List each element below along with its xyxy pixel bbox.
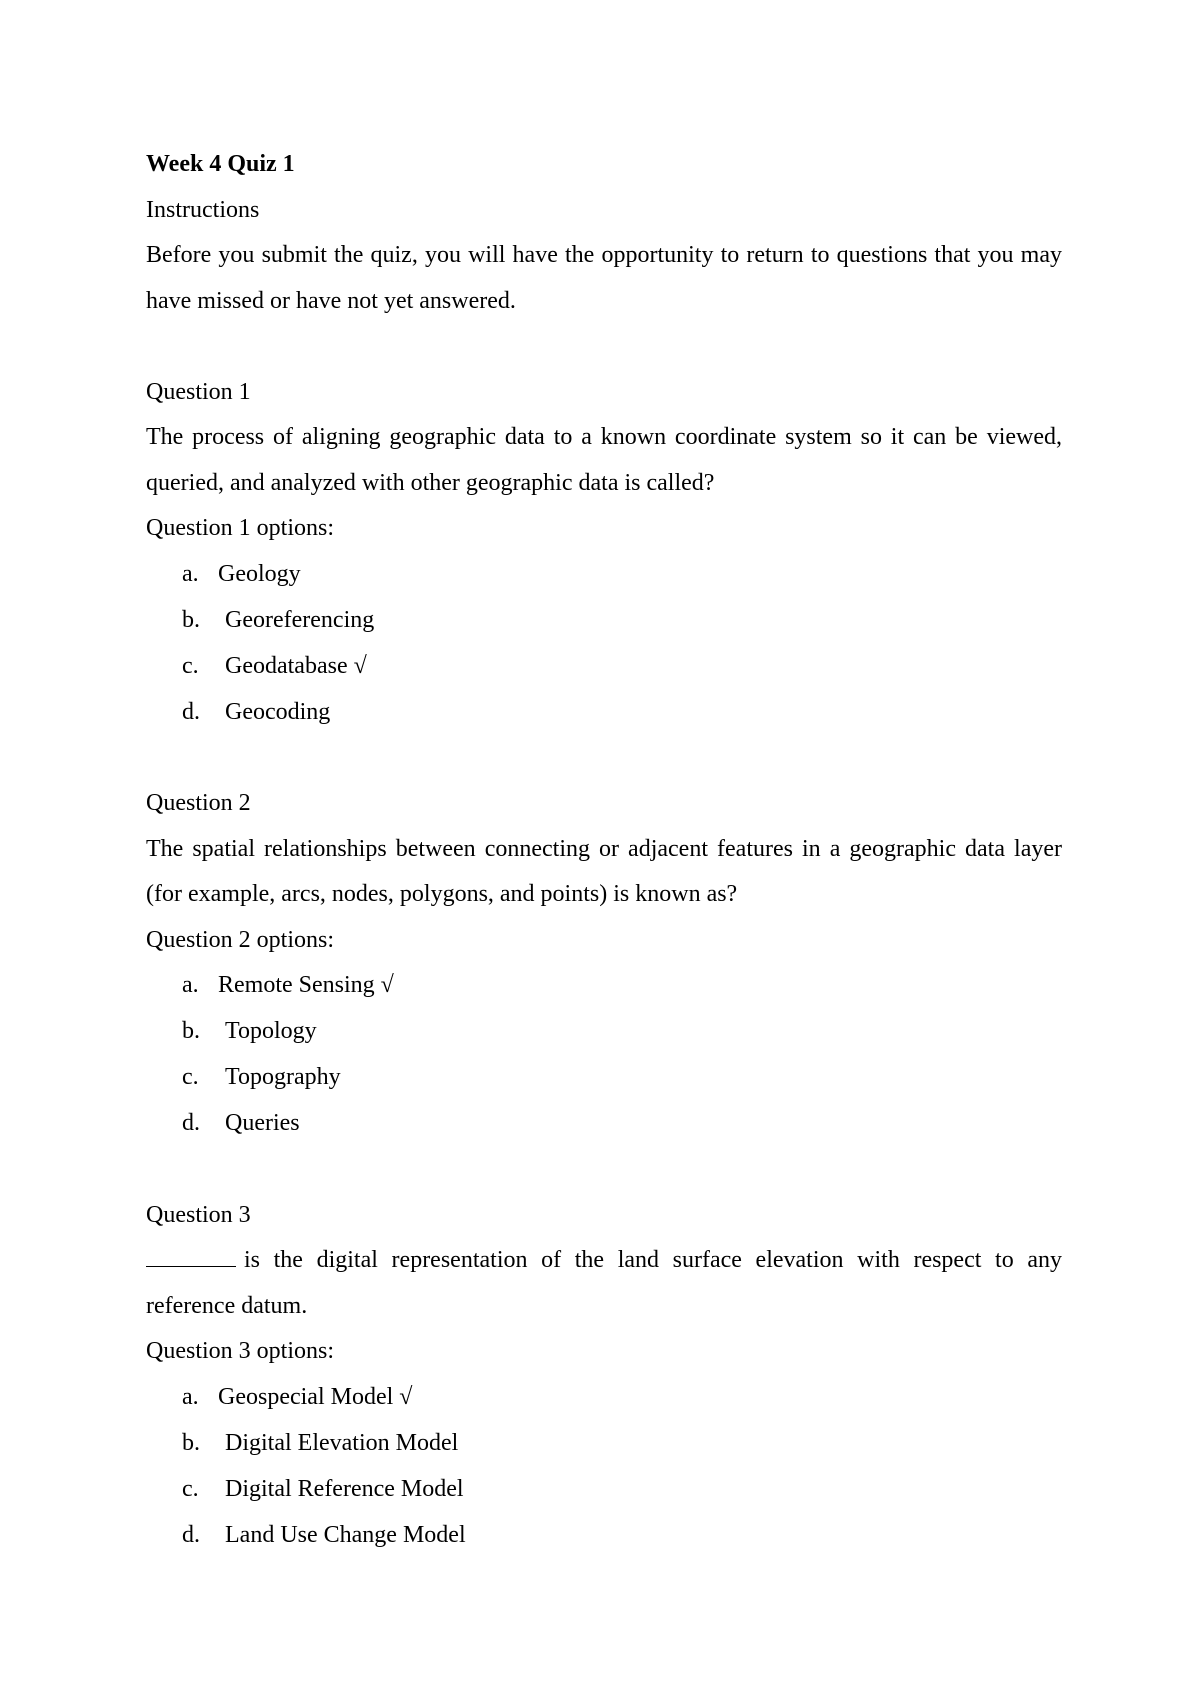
option-text	[218, 963, 394, 1009]
question-1-option-c[interactable]	[146, 644, 1062, 690]
quiz-title: Week 4 Quiz 1	[146, 151, 295, 177]
question-3-heading: Question 3	[146, 1201, 251, 1228]
question-1-options	[146, 552, 1062, 736]
question-1-option-b[interactable]	[146, 598, 1062, 644]
question-3-option-d[interactable]	[146, 1513, 1062, 1559]
option-label: Geodatabase	[225, 652, 348, 679]
question-2-options	[146, 963, 1062, 1147]
option-letter: d.	[182, 1110, 200, 1136]
check-mark-icon: √	[353, 652, 367, 679]
option-text	[225, 690, 330, 736]
option-letter: b.	[182, 606, 200, 633]
section-spacer	[146, 324, 1062, 370]
option-letter: c.	[182, 652, 199, 679]
option-text	[225, 1513, 466, 1559]
option-label: Geospecial Model	[218, 1383, 394, 1410]
option-label: Land Use Change Model	[225, 1521, 466, 1548]
question-2-option-b[interactable]	[146, 1009, 1062, 1055]
option-label: Digital Reference Model	[225, 1475, 464, 1502]
option-letter: b.	[182, 1018, 200, 1044]
question-1-option-d[interactable]	[146, 690, 1062, 736]
check-mark-icon: √	[399, 1383, 413, 1410]
fill-in-blank	[146, 1244, 236, 1267]
option-letter: b.	[182, 1429, 200, 1456]
option-label: Remote Sensing	[218, 972, 375, 998]
question-3-option-a[interactable]	[146, 1375, 1062, 1421]
section-spacer	[146, 736, 1062, 782]
question-1-prompt: The process of aligning geographic data to a known coordinate system so it can be viewed, queried, and analyzed with other geographic data is called?	[146, 424, 1062, 496]
question-3-prompt: is the digital representation of the land surface elevation with respect to any reference datum.	[146, 1247, 1062, 1319]
question-2	[146, 781, 1062, 1147]
section-spacer	[146, 1147, 1062, 1193]
question-1-option-a[interactable]	[146, 552, 1062, 598]
option-text	[225, 1101, 300, 1147]
option-text	[225, 1421, 458, 1467]
option-label: Geocoding	[225, 698, 331, 725]
option-label: Topography	[225, 1064, 341, 1090]
option-letter: c.	[182, 1064, 199, 1090]
option-text	[225, 1009, 317, 1055]
question-3-options	[146, 1375, 1062, 1559]
option-label: Queries	[225, 1110, 300, 1136]
document-body	[146, 142, 1062, 1559]
option-text	[225, 1467, 464, 1513]
option-text	[218, 552, 301, 598]
option-letter: a.	[182, 1383, 199, 1410]
option-label: Digital Elevation Model	[225, 1429, 459, 1456]
option-letter: a.	[182, 560, 199, 587]
question-3	[146, 1193, 1062, 1559]
question-3-prompt-line	[146, 1238, 1062, 1329]
question-3-option-c[interactable]	[146, 1467, 1062, 1513]
question-2-option-a[interactable]	[146, 963, 1062, 1009]
option-letter: c.	[182, 1475, 199, 1502]
option-text	[225, 1055, 341, 1101]
option-letter: a.	[182, 972, 199, 998]
question-1	[146, 370, 1062, 736]
question-2-option-c[interactable]	[146, 1055, 1062, 1101]
question-3-option-b[interactable]	[146, 1421, 1062, 1467]
question-2-options-heading: Question 2 options:	[146, 926, 335, 953]
option-text	[225, 644, 367, 690]
option-text	[218, 1375, 412, 1421]
question-1-options-heading: Question 1 options:	[146, 515, 335, 541]
question-3-options-heading: Question 3 options:	[146, 1338, 335, 1364]
question-1-heading: Question 1	[146, 378, 251, 405]
option-label: Geology	[218, 560, 301, 587]
option-text	[225, 598, 374, 644]
instructions-text: Before you submit the quiz, you will have the opportunity to return to questions that you may have missed or have not yet answered.	[146, 242, 1062, 314]
option-label: Georeferencing	[225, 606, 375, 633]
question-2-heading: Question 2	[146, 790, 251, 816]
option-letter: d.	[182, 1521, 200, 1548]
option-letter: d.	[182, 698, 200, 725]
option-label: Topology	[225, 1018, 317, 1044]
check-mark-icon: √	[380, 972, 394, 998]
question-2-prompt: The spatial relationships between connecting or adjacent features in a geographic data layer (for example, arcs, nodes, polygons, and points) is known as?	[146, 835, 1062, 907]
question-2-option-d[interactable]	[146, 1101, 1062, 1147]
instructions-heading: Instructions	[146, 196, 260, 223]
